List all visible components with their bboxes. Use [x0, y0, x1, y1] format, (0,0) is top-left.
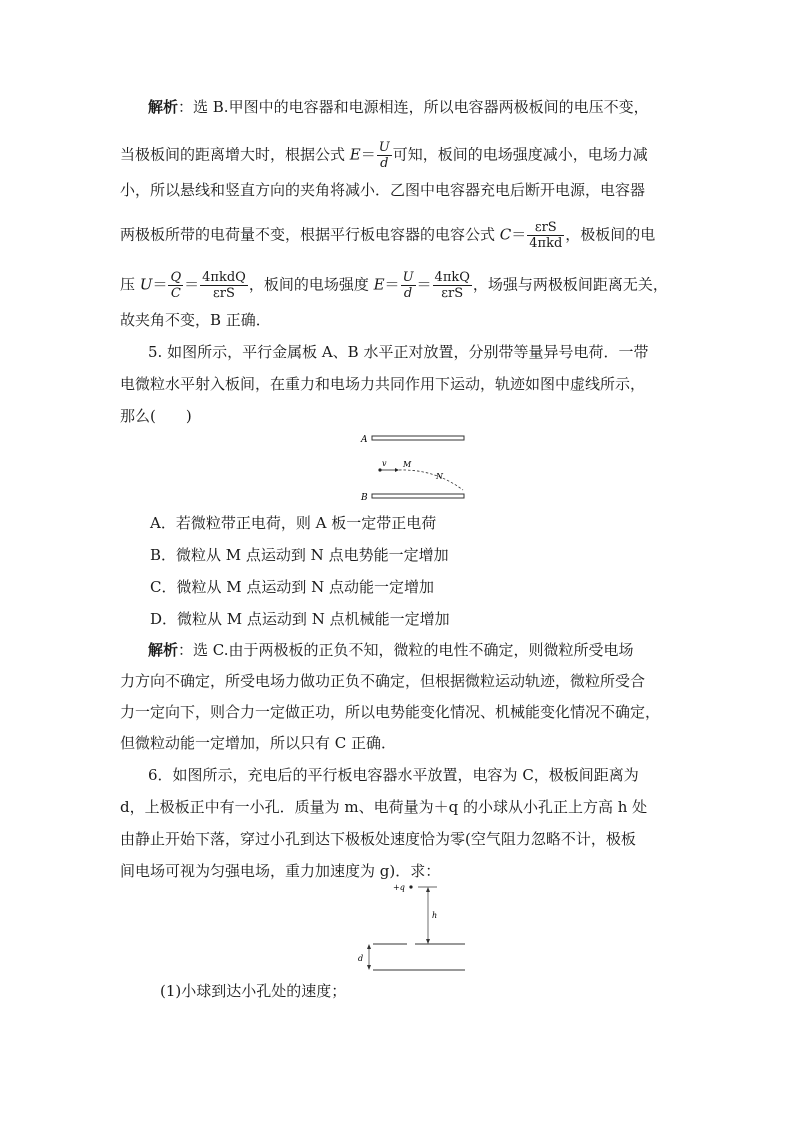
h-arrow-up — [426, 887, 430, 892]
d-arrow-down — [367, 965, 371, 970]
q5-option-d: D．微粒从 M 点运动到 N 点机械能一定增加 — [150, 610, 450, 628]
q5-stem-line2: 电微粒水平射入板间，在重力和电场力共同作用下运动，轨迹如图中虚线所示， — [120, 375, 646, 393]
plate-b — [372, 494, 464, 498]
q5-solution-line3: 力一定向下，则合力一定做正功，所以电势能变化情况、机械能变化情况不确定， — [120, 703, 661, 721]
fraction-capacitance: $\frac{\text{εrS}}{\text{4πkd}}$ — [529, 220, 563, 251]
solution-label-q5: 解析 — [148, 641, 179, 659]
fraction-voltage: $\frac{\text{4πkdQ}}{\text{εrS}}$ — [202, 270, 246, 301]
height-label: h — [432, 911, 438, 920]
solution-label: 解析 — [148, 98, 179, 116]
q6-subquestion-1: (1)小球到达小孔处的速度； — [160, 982, 347, 1000]
q5-option-c: C．微粒从 M 点运动到 N 点动能一定增加 — [150, 578, 435, 596]
distance-label: d — [358, 954, 364, 963]
d-arrow-up — [367, 944, 371, 949]
plate-b-label: B — [361, 493, 368, 503]
sol4-line4: 两极板所带的电荷量不变，根据平行板电容器的电容公式 C＝ $\frac{\text{εrS}}{\text{4πkd}}$ ，极板间的电 — [120, 220, 656, 251]
q6-stem-line2: d，上极板正中有一小孔．质量为 m、电荷量为＋q 的小球从小孔正上方高 h 处 — [120, 798, 648, 816]
plate-a-label: A — [361, 435, 368, 445]
trajectory — [399, 470, 463, 490]
q6-stem-line3: 由静止开始下落，穿过小孔到达下极板处速度恰为零(空气阻力忽略不计，极板 — [120, 830, 636, 848]
q5-stem-line1: 5. 如图所示，平行金属板 A、B 水平正对放置，分别带等量异号电荷．一带 — [148, 343, 649, 361]
ball — [409, 885, 412, 888]
q5-option-a: A．若微粒带正电荷，则 A 板一定带正电荷 — [150, 514, 437, 532]
sol4-line5: 压 U＝ $\frac{Q}{C}$ ＝ $\frac{\text{4πkdQ}}{\text{εrS}}$ ，板间的电场强度 E＝ $\frac{U}{d}$ ＝ $\frac{\text{4πkQ}}{\text{εrS}}$ ，场强与两极板间距离无关， — [120, 270, 668, 301]
fraction-field: $\frac{\text{4πkQ}}{\text{εrS}}$ — [434, 270, 470, 301]
plate-a — [372, 436, 464, 440]
q5-solution-line4: 但微粒动能一定增加，所以只有 C 正确． — [120, 734, 397, 752]
q5-solution-line2: 力方向不确定，所受电场力做功正负不确定，但根据微粒运动轨迹，微粒所受合 — [120, 672, 646, 690]
fraction-U-over-d-2: $\frac{U}{d}$ — [402, 270, 414, 301]
q5-solution-line1: 解析：选 C.由于两极板的正负不知，微粒的电性不确定，则微粒所受电场 — [148, 641, 634, 659]
q5-option-b: B．微粒从 M 点运动到 N 点电势能一定增加 — [150, 546, 449, 564]
sol4-line2: 当极板间的距离增大时，根据公式 E＝ $\frac{U}{d}$ 可知，板间的电场强度减小，电场力减 — [120, 140, 648, 171]
point-m-label: M — [403, 460, 412, 469]
q6-stem-line1: 6．如图所示，充电后的平行板电容器水平放置，电容为 C，极板间距离为 — [148, 766, 639, 784]
q5-figure — [355, 428, 475, 508]
fraction-Q-over-C: $\frac{Q}{C}$ — [170, 270, 182, 301]
velocity-label: v — [382, 459, 387, 468]
h-arrow-down — [426, 939, 430, 944]
point-n-label: N — [436, 472, 443, 481]
sol4-line6: 故夹角不变，B 正确． — [120, 311, 271, 329]
arrow-head — [395, 468, 399, 472]
sol4-line1: 解析：选 B.甲图中的电容器和电源相连，所以电容器两极板间的电压不变， — [148, 98, 649, 116]
q5-stem-line3: 那么( ) — [120, 407, 192, 425]
charge-label: +q — [393, 883, 405, 892]
sol4-line3: 小，所以悬线和竖直方向的夹角将减小．乙图中电容器充电后断开电源，电容器 — [120, 181, 646, 199]
q6-figure — [355, 882, 475, 972]
fraction-U-over-d: $\frac{U}{d}$ — [378, 140, 390, 171]
q6-stem-line4: 间电场可视为匀强电场，重力加速度为 g)．求： — [120, 862, 441, 880]
